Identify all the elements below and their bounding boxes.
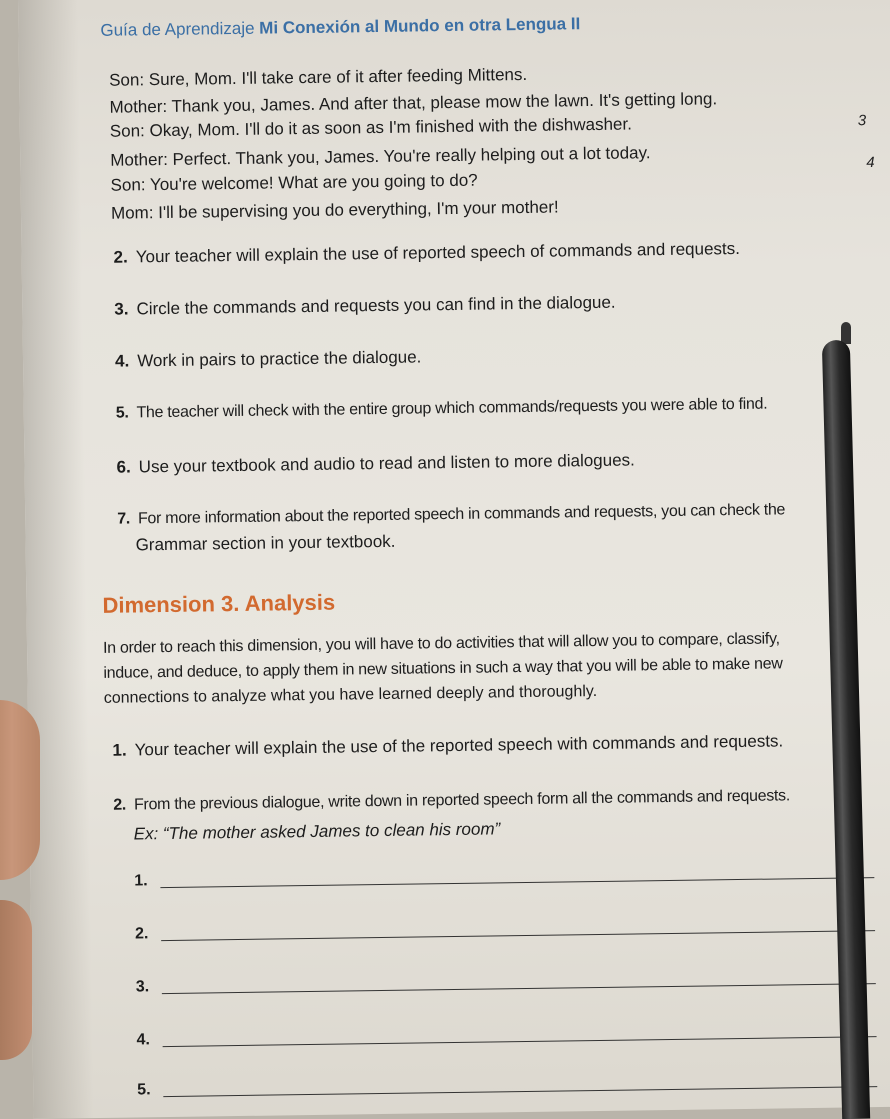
textbook-page — [18, 0, 890, 1119]
answer-number: 5. — [137, 1081, 151, 1099]
step-number: 5. — [115, 404, 129, 422]
step-number: 7. — [117, 510, 131, 528]
header-prefix: Guía de Aprendizaje — [100, 18, 255, 40]
step-5 — [116, 396, 768, 423]
answer-line — [160, 877, 874, 888]
margin-mark: 4 — [866, 154, 875, 172]
step-7-continuation: Grammar section in your textbook. — [135, 531, 396, 555]
item-number: 1. — [112, 740, 127, 760]
answer-row — [136, 1011, 876, 1051]
margin-mark: 3 — [857, 112, 867, 130]
step-number: 4. — [114, 351, 130, 371]
answer-line — [163, 1086, 877, 1097]
analysis-item-2 — [113, 787, 790, 814]
intro-line: induce, and deduce, to apply them in new situations in such a way that you will be able to make new — [103, 655, 783, 682]
section-title: Dimension 3. Analysis — [102, 589, 336, 618]
answer-row — [135, 905, 875, 945]
step-6 — [116, 450, 635, 477]
step-number: 2. — [113, 247, 128, 267]
step-7 — [117, 501, 785, 528]
finger — [0, 700, 40, 880]
item-number: 2. — [113, 796, 127, 814]
answer-line — [163, 1036, 877, 1047]
answer-number: 2. — [134, 925, 149, 943]
step-text: The teacher will check with the entire group which commands/requests you were able to find. — [136, 395, 768, 422]
answer-number: 4. — [136, 1031, 150, 1049]
answer-line — [161, 930, 875, 941]
intro-line: connections to analyze what you have learned deeply and thoroughly. — [103, 682, 598, 707]
answer-line — [162, 983, 876, 994]
guide-header — [100, 14, 580, 41]
answer-row — [137, 1061, 877, 1101]
header-title: Mi Conexión al Mundo en otra Lengua II — [259, 14, 581, 38]
step-4 — [115, 347, 422, 371]
step-text: For more information about the reported speech in commands and requests, you can check the — [137, 501, 786, 528]
dialogue-line: Son: Sure, Mom. I'll take care of it after feeding Mittens. — [108, 64, 528, 90]
answer-number: 1. — [134, 872, 148, 890]
dialogue-line: Mom: I'll be supervising you do everything, I'm your mother! — [110, 197, 559, 223]
finger — [0, 900, 32, 1060]
dialogue-line: Mother: Perfect. Thank you, James. You're really helping out a lot today. — [110, 143, 651, 170]
item-text: From the previous dialogue, write down in reported speech form all the commands and requests. — [133, 787, 791, 814]
step-2 — [113, 239, 740, 268]
answer-number: 3. — [135, 978, 150, 996]
analysis-item-1 — [112, 731, 783, 760]
step-3 — [114, 293, 616, 320]
step-text: Circle the commands and requests you can find in the dialogue. — [136, 292, 616, 319]
dialogue-line: Son: You're welcome! What are you going to do? — [110, 170, 478, 195]
dialogue-line: Son: Okay, Mom. I'll do it as soon as I'm finished with the dishwasher. — [109, 114, 633, 141]
answer-row — [136, 958, 876, 998]
step-number: 3. — [114, 299, 129, 319]
answer-row — [134, 852, 874, 892]
example-sentence: Ex: “The mother asked James to clean his room” — [133, 819, 501, 844]
step-text: Use your textbook and audio to read and listen to more dialogues. — [138, 450, 635, 477]
intro-line: In order to reach this dimension, you will have to do activities that will allow you to compare, classify, — [102, 630, 780, 657]
step-number: 6. — [116, 457, 131, 477]
step-text: Work in pairs to practice the dialogue. — [137, 347, 422, 371]
step-text: Your teacher will explain the use of reported speech of commands and requests. — [135, 238, 741, 267]
dialogue-line: Mother: Thank you, James. And after that, please mow the lawn. It's getting long. — [109, 89, 718, 117]
item-text: Your teacher will explain the use of the reported speech with commands and requests. — [134, 731, 784, 760]
